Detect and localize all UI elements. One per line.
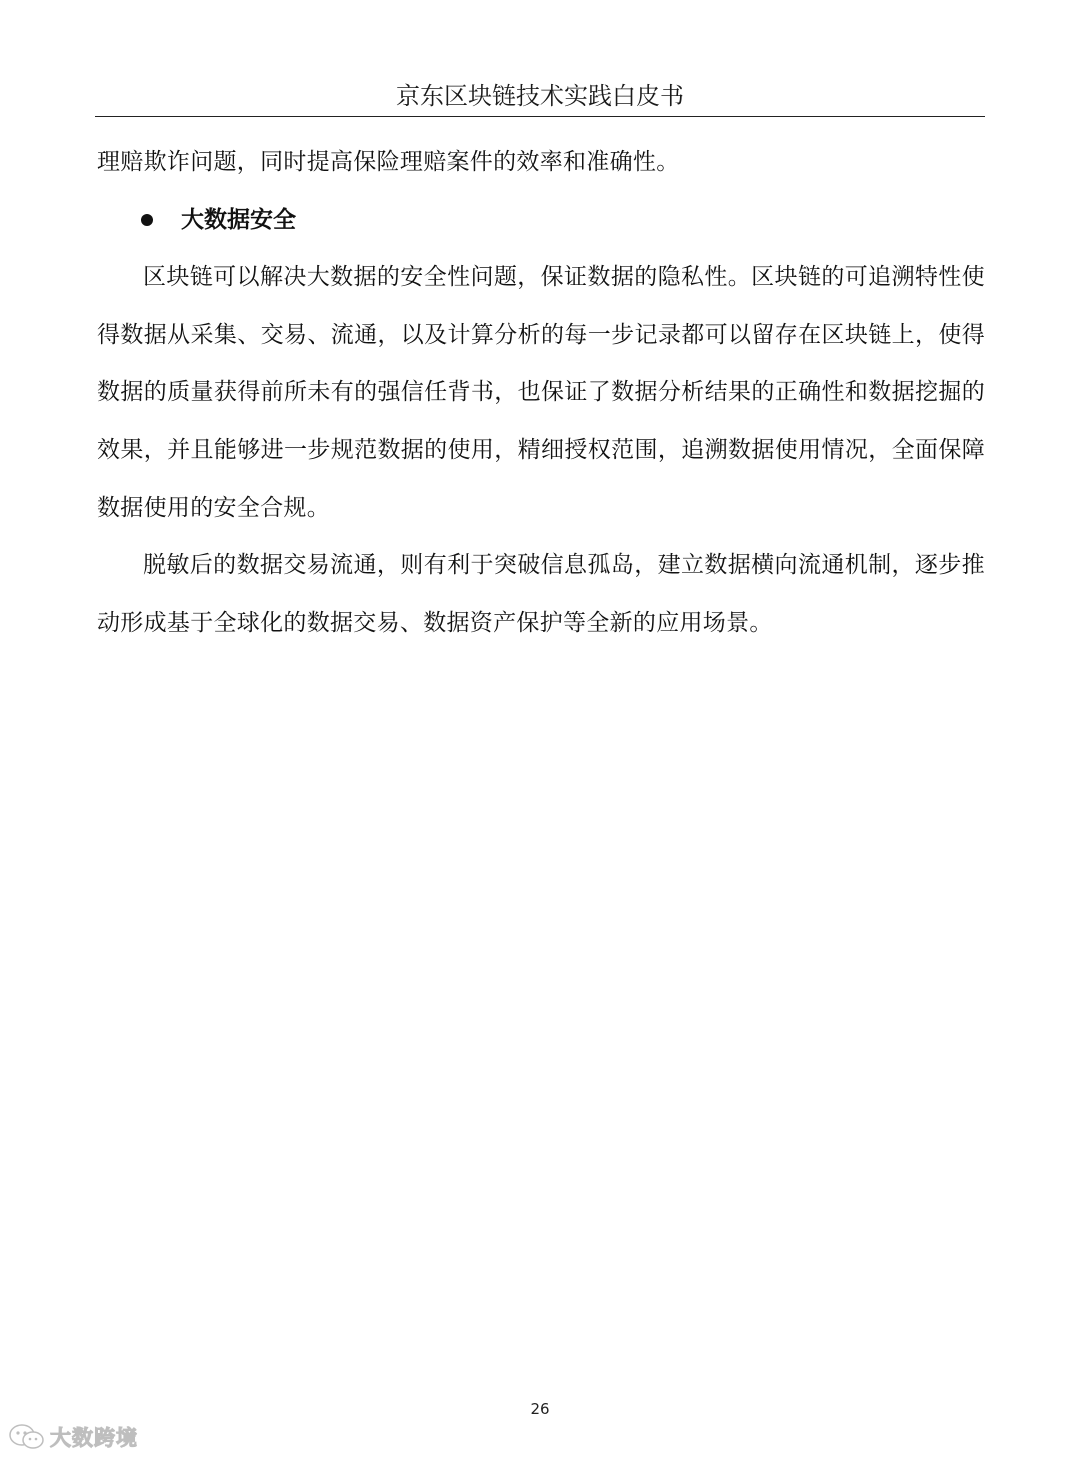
document-header-title: 京东区块链技术实践白皮书 [396, 82, 684, 110]
continuation-paragraph: 理赔欺诈问题，同时提高保险理赔案件的效率和准确性。 [97, 149, 680, 175]
wechat-logo-icon [8, 1423, 46, 1451]
body-paragraph-1: 区块链可以解决大数据的安全性问题，保证数据的隐私性。区块链的可追溯特性使得数据从采集、交易、流通，以及计算分析的每一步记录都可以留存在区块链上，使得数据的质量获得前所未有的强信任背书，也保证了数据分析结果的正确性和数据挖掘的效果，并且能够进一步规范数据的使用，精细授权范围，追溯数据使用情况，全面保障数据使用的安全合规。 [97, 264, 985, 521]
section-heading-text: 大数据安全 [181, 206, 296, 233]
section-heading [97, 192, 985, 250]
document-body [97, 134, 985, 652]
header-divider [95, 116, 985, 117]
bullet-icon [141, 214, 153, 226]
watermark [8, 1420, 138, 1454]
body-paragraph-2: 脱敏后的数据交易流通，则有利于突破信息孤岛，建立数据横向流通机制，逐步推动形成基于全球化的数据交易、数据资产保护等全新的应用场景。 [97, 552, 985, 636]
watermark-text: 大数跨境 [50, 1426, 138, 1450]
page-number: 26 [530, 1400, 550, 1418]
